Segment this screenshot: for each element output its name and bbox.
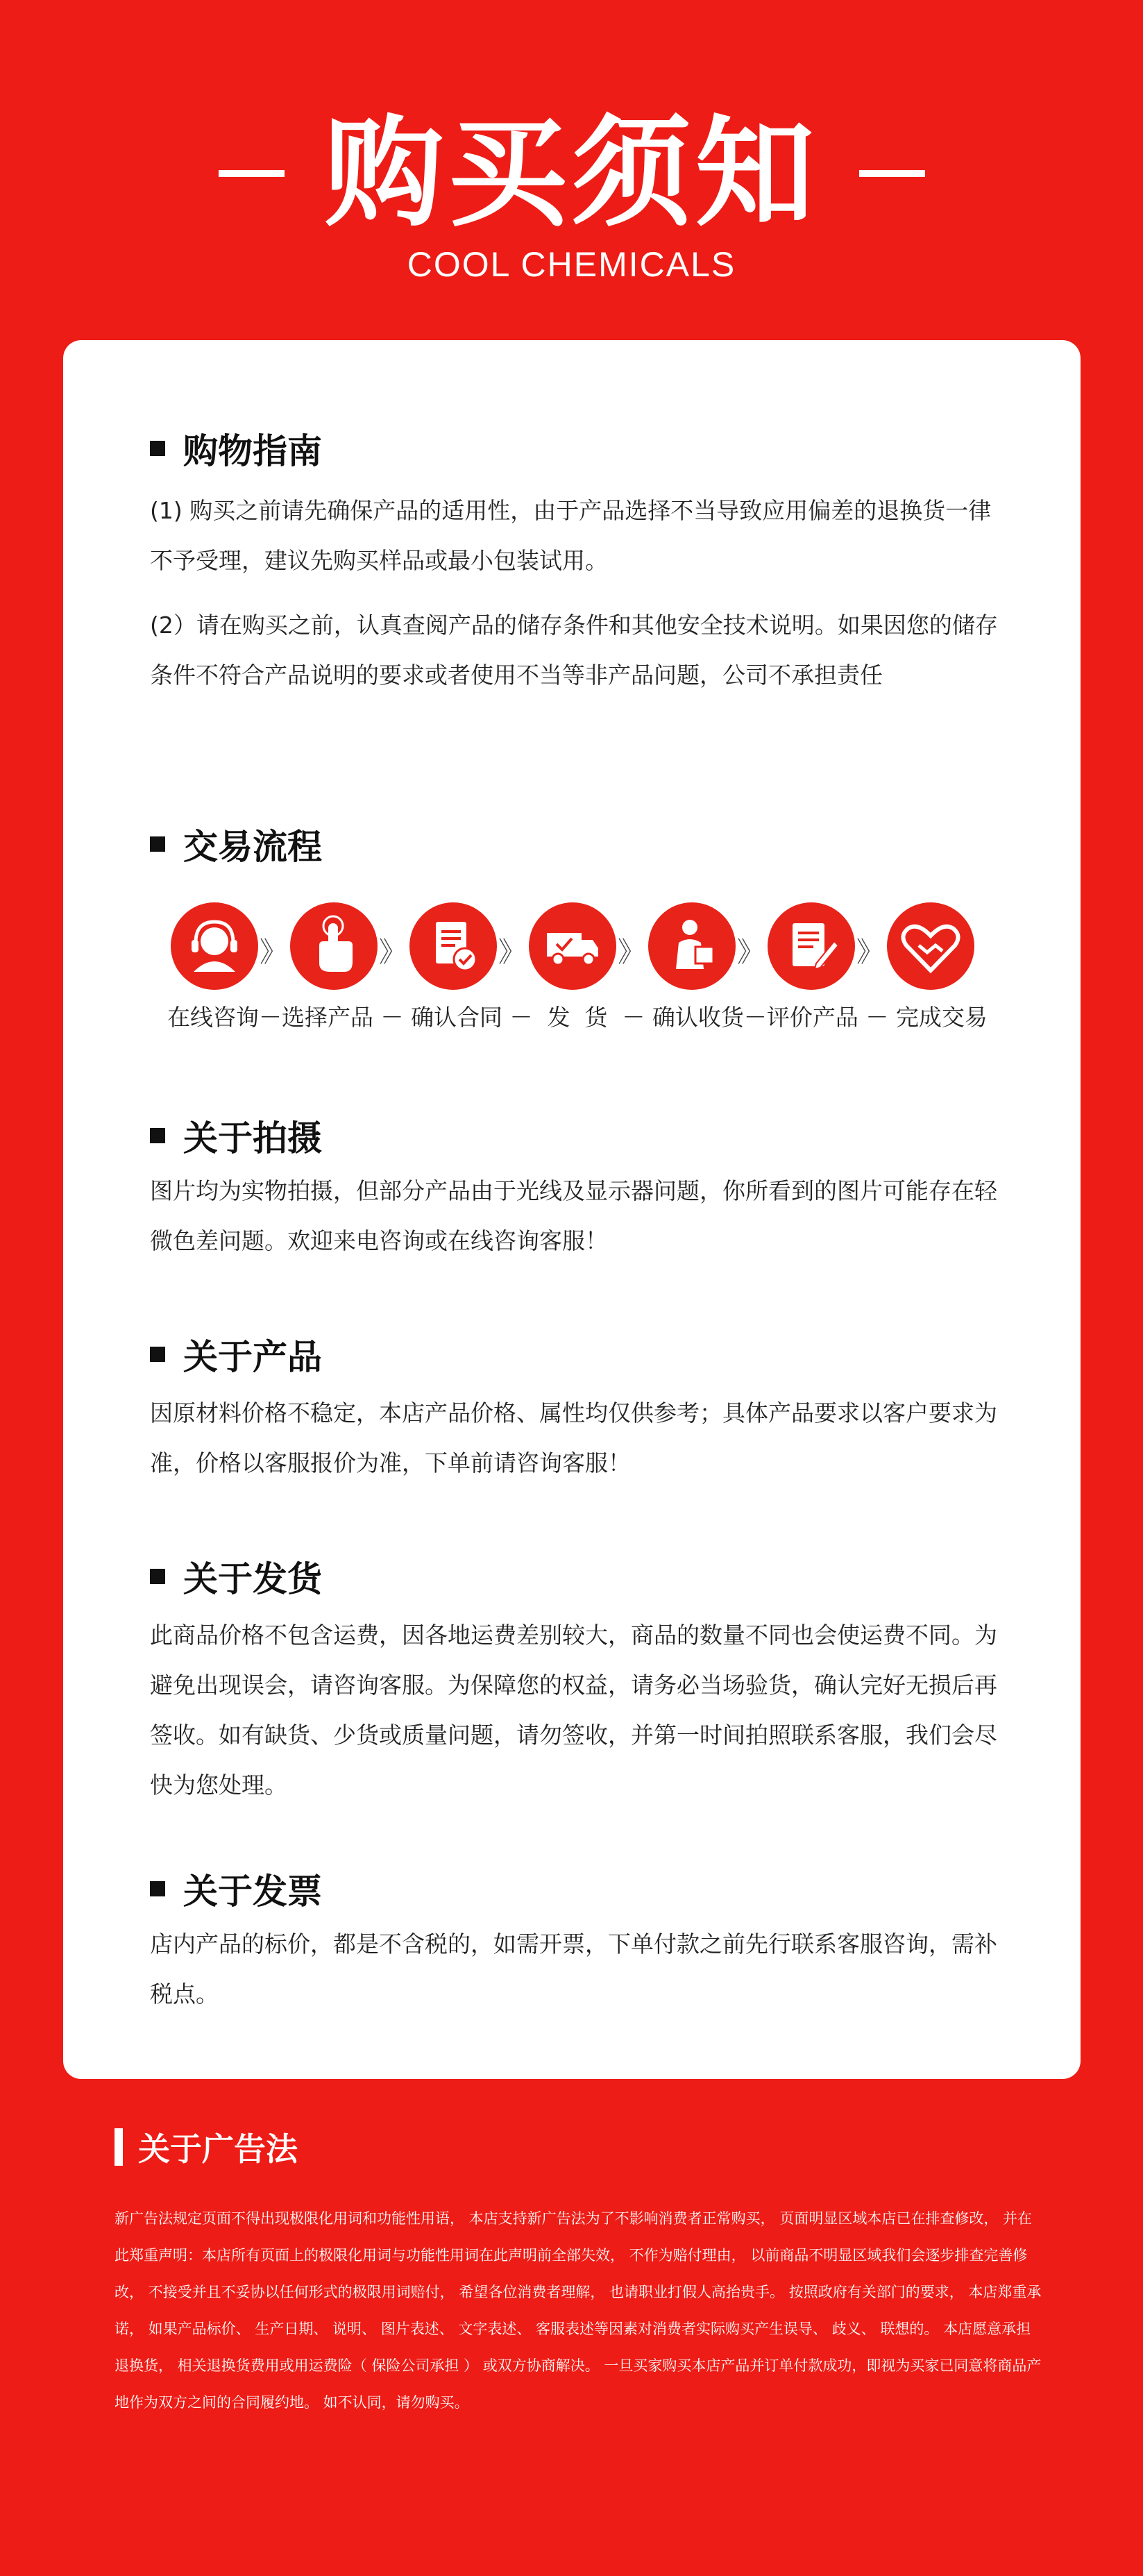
- bullet-square: [150, 1881, 165, 1896]
- flow-arrow: 》: [498, 936, 526, 968]
- guide-paragraph-1: (1) 购买之前请先确保产品的适用性，由于产品选择不当导致应用偏差的退换货一律不予受理，建议先购买样品或最小包装试用。: [150, 497, 992, 574]
- section-title-guide: 购物指南: [183, 431, 322, 471]
- title-left-dash: [219, 170, 285, 177]
- section-header-guide: [150, 423, 322, 473]
- photo-paragraph: 图片均为实物拍摄，但部分产品由于光线及显示器问题，你所看到的图片可能存在轻微色差问题。欢迎来电咨询或在线咨询客服！: [150, 1177, 997, 1254]
- handshake-heart-icon: [887, 902, 974, 990]
- section-header-invoice: [150, 1864, 322, 1914]
- flow-arrow: 》: [260, 936, 287, 968]
- product-paragraph: 因原材料价格不稳定，本店产品价格、属性均仅供参考；具体产品要求以客户要求为准，价格以客服报价为准，下单前请咨询客服！: [150, 1399, 997, 1476]
- section-header-process: [150, 819, 322, 869]
- section-title-product: 关于产品: [183, 1337, 322, 1377]
- bullet-square: [150, 1347, 165, 1362]
- shipping-paragraph: 此商品价格不包含运费，因各地运费差别较大，商品的数量不同也会使运费不同。为避免出现误会，请咨询客服。为保障您的权益，请务必当场验货，确认完好无损后再签收。如有缺货、少货或质量问题，请勿签收，并第一时间拍照联系客服，我们会尽快为您处理。: [150, 1622, 997, 1799]
- hero-banner: [0, 0, 1143, 333]
- section-title-invoice: 关于发票: [183, 1871, 322, 1912]
- ad-law-title: 关于广告法: [138, 2130, 298, 2168]
- section-title-process: 交易流程: [183, 827, 322, 867]
- contract-icon: [409, 902, 497, 990]
- section-title-shipping: 关于发货: [183, 1559, 322, 1599]
- bullet-square: [150, 1569, 165, 1584]
- hero-title-row: [0, 104, 1143, 243]
- brand-subtitle: COOL CHEMICALS: [407, 245, 736, 284]
- section-title-photo: 关于拍摄: [183, 1118, 322, 1159]
- ad-law-bar: [115, 2128, 123, 2166]
- bullet-square: [150, 1128, 165, 1143]
- headset-icon: [171, 902, 258, 990]
- flow-arrow: 》: [618, 936, 645, 968]
- section-header-photo: [150, 1111, 322, 1161]
- section-header-product: [150, 1329, 322, 1379]
- section-header-shipping: [150, 1551, 322, 1601]
- flow-arrow: 》: [379, 936, 407, 968]
- guide-paragraph-2: (2）请在购买之前，认真查阅产品的储存条件和其他安全技术说明。如果因您的储存条件不符合产品说明的要求或者使用不当等非产品问题，公司不承担责任: [150, 612, 998, 689]
- content-card: [63, 340, 1081, 2079]
- flow-arrow: 》: [856, 936, 884, 968]
- flow-arrow: 》: [737, 936, 765, 968]
- title-right-dash: [859, 170, 925, 177]
- pointer-hand-icon: [290, 902, 378, 990]
- delivery-truck-icon: [529, 902, 616, 990]
- bullet-square: [150, 836, 165, 852]
- receive-package-icon: [648, 902, 736, 990]
- bullet-square: [150, 441, 165, 456]
- ad-law-header: [115, 2124, 298, 2170]
- process-step-labels: 在线咨询－选择产品 － 确认合同 － 发 货 － 确认收货－评价产品 － 完成交易: [167, 1004, 988, 1031]
- ad-law-statement: 新广告法规定页面不得出现极限化用词和功能性用语， 本店支持新广告法为了不影响消费者正常购买， 页面明显区域本店已在排查修改， 并在此郑重声明：本店所有页面上的极限化用词与功能性用词在此声明前全部失效， 不作为赔付理由， 以前商品不明显区域我们会逐步排查完善修改， 不接受并且不妥协以任何形式的极限用词赔付， 希望各位消费者理解， 也请职业打假人高抬贵手。 按照政府有关部门的要求， 本店郑重承诺， 如果产品标价、 生产日期、 说明、 图片表述、 文字表述、 客服表述等因素对消费者实际购买产生误导、 歧义、 联想的。 本店愿意承担退换货， 相关退换货费用或用运费险（ 保险公司承担 ） 或双方协商解决。 一旦买家购买本店产品并订单付款成功，即视为买家已同意将商品产地作为双方之间的合同履约地。 如不认同，请勿购买。: [115, 2210, 1042, 2411]
- page-title: 购买须知: [324, 103, 819, 243]
- review-edit-icon: [768, 902, 855, 990]
- invoice-paragraph: 店内产品的标价，都是不含税的，如需开票，下单付款之前先行联系客服咨询，需补税点。: [150, 1930, 997, 2007]
